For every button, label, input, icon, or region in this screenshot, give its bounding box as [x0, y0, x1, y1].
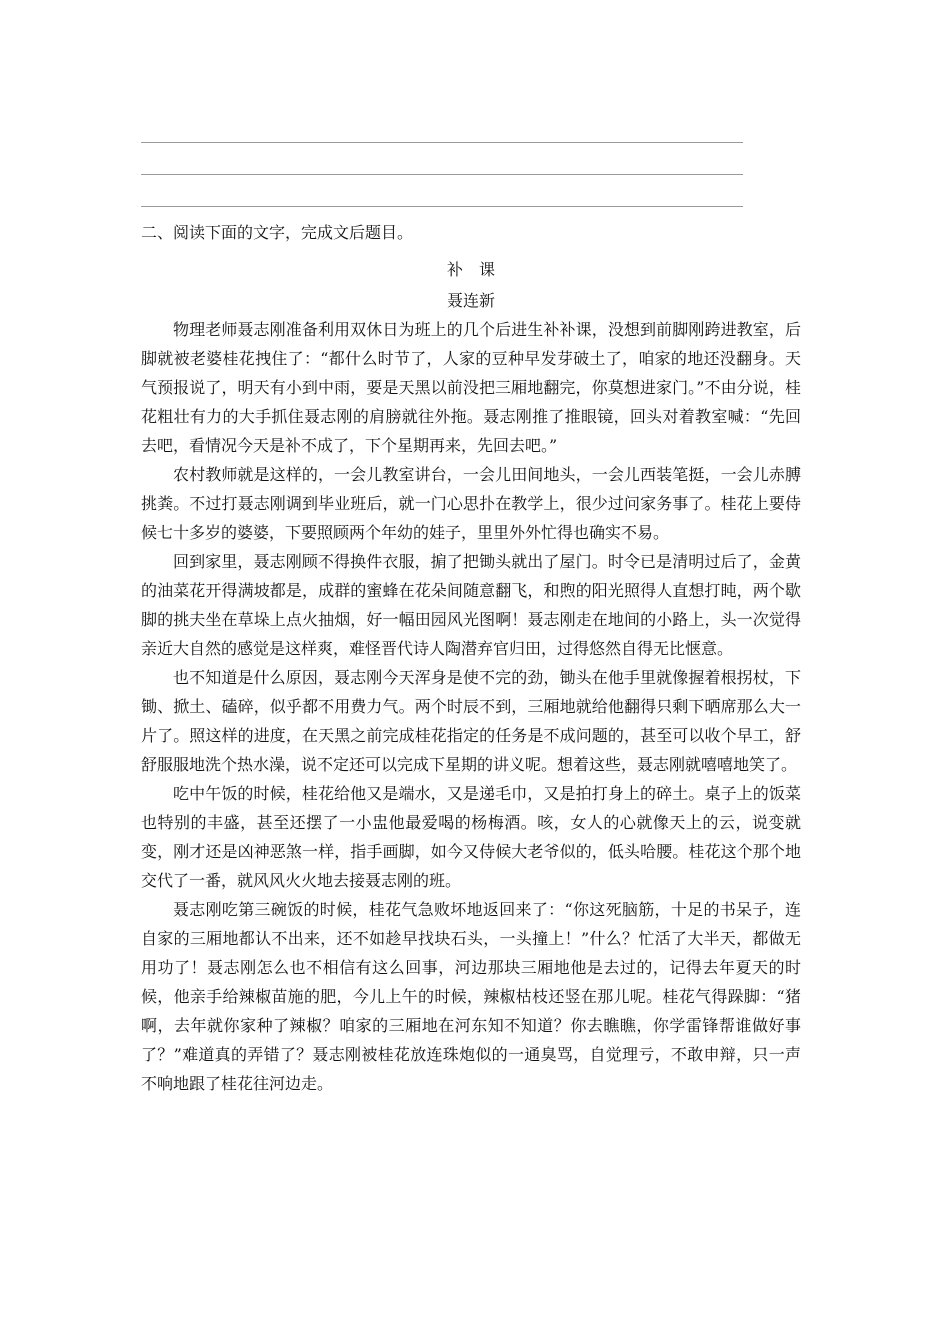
paragraph-3: 回到家里，聂志刚顾不得换件衣服，掮了把锄头就出了屋门。时令已是清明过后了，金黄的油菜花开得满坡都是，成群的蜜蜂在花朵间随意翻飞，和煦的阳光照得人直想打盹，两个歇脚的挑夫坐在草垛上点火抽烟，好一幅田园风光图啊！聂志刚走在地间的小路上，头一次觉得亲近大自然的感觉是这样爽，难怪晋代诗人陶潜弃官归田，过得悠然自得无比惬意。 [141, 552, 801, 658]
section-heading: 二、阅读下面的文字，完成文后题目。 [141, 223, 414, 242]
paragraph-2: 农村教师就是这样的，一会儿教室讲台，一会儿田间地头，一会儿西装笔挺，一会儿赤膊挑粪。不过打聂志刚调到毕业班后，就一门心思扑在教学上，很少过问家务事了。桂花上要侍候七十多岁的婆婆，下要照顾两个年幼的娃子，里里外外忙得也确实不易。 [141, 465, 801, 542]
passage-title: 补课 [446, 260, 511, 279]
paragraph-1: 物理老师聂志刚准备利用双休日为班上的几个后进生补补课，没想到前脚刚跨进教室，后脚就被老婆桂花拽住了：“都什么时节了，人家的豆种早发芽破土了，咱家的地还没翻身。天气预报说了，明天有小到中雨，要是天黑以前没把三厢地翻完，你莫想进家门。”不由分说，桂花粗壮有力的大手抓住聂志刚的肩膀就往外拖。聂志刚推了推眼镜，回头对着教室喊：“先回去吧，看情况今天是补不成了，下个星期再来，先回去吧。” [141, 320, 801, 455]
paragraph-6: 聂志刚吃第三碗饭的时候，桂花气急败坏地返回来了：“你这死脑筋，十足的书呆子，连自家的三厢地都认不出来，还不如趁早找块石头，一头撞上！”什么？忙活了大半天，都做无用功了！聂志刚怎么也不相信有这么回事，河边那块三厢地他是去过的，记得去年夏天的时候，他亲手给辣椒苗施的肥，今儿上午的时候，辣椒枯枝还竖在那儿呢。桂花气得跺脚：“猪啊，去年就你家种了辣椒？咱家的三厢地在河东知不知道？你去瞧瞧，你学雷锋帮谁做好事了？”难道真的弄错了？聂志刚被桂花放连珠炮似的一通臭骂，自觉理亏，不敢申辩，只一声不响地跟了桂花往河边走。 [141, 900, 801, 1093]
reading-passage [141, 218, 801, 1098]
answer-line-3 [141, 206, 743, 207]
paragraph-5: 吃中午饭的时候，桂花给他又是端水，又是递毛巾，又是拍打身上的碎土。桌子上的饭菜也特别的丰盛，甚至还摆了一小盅他最爱喝的杨梅酒。咳，女人的心就像天上的云，说变就变，刚才还是凶神恶煞一样，指手画脚，如今又侍候大老爷似的，低头哈腰。桂花这个那个地交代了一番，就风风火火地去接聂志刚的班。 [141, 784, 801, 890]
answer-line-1 [141, 142, 743, 143]
answer-line-2 [141, 174, 743, 175]
passage-author: 聂连新 [446, 291, 495, 310]
paragraph-4: 也不知道是什么原因，聂志刚今天浑身是使不完的劲，锄头在他手里就像握着根拐杖，下锄、掀土、磕碎，似乎都不用费力气。两个时辰不到，三厢地就给他翻得只剩下晒席那么大一片了。照这样的进度，在天黑之前完成桂花指定的任务是不成问题的，甚至可以收个早工，舒舒服服地洗个热水澡，说不定还可以完成下星期的讲义呢。想着这些，聂志刚就嘻嘻地笑了。 [141, 668, 801, 774]
